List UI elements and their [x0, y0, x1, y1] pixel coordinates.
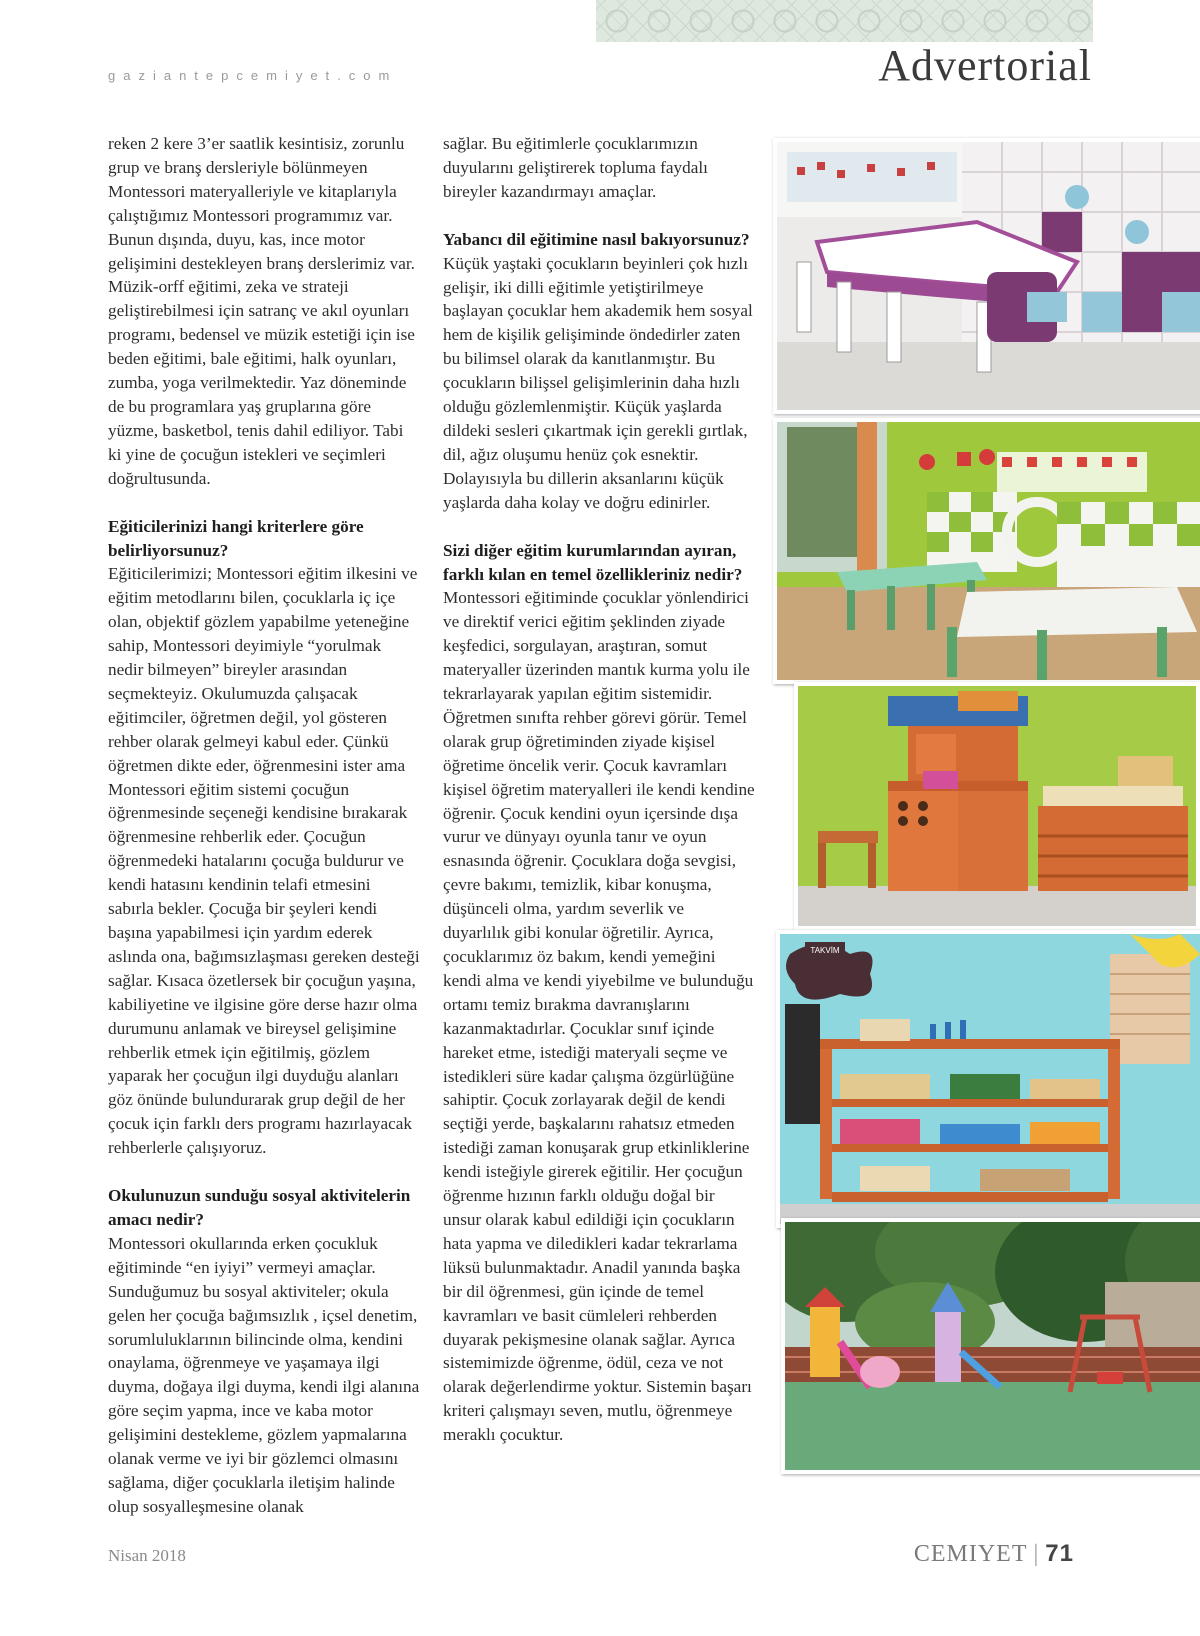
paragraph: Küçük yaştaki çocukların beyinleri çok hızlı gelişir, iki dilli eğitimle yetiştirilmeye başlayan çocuklar hem akademik hem sosyal hem de kişilik gelişiminde öndedirler zaten bu bilimsel olarak da kanıtlanmıştır. Bu çocukların bilişsel gelişimlerinin daha hızlı olduğu gözlemlenmiştir. Küçük yaşlarda dildeki sesleri çıkartmak için gerekli gırtlak, dil, ağız oluşumu henüz çok esnektir. Dolayısıyla bu dillerin aksanlarını küçük yaşlarda daha kolay ve doğru edinirler. [443, 253, 753, 512]
page-footer [914, 1540, 1074, 1568]
photo-montessori-shelf [776, 930, 1200, 1228]
photo-illustration [777, 142, 1200, 410]
footer-separator: | [1033, 1541, 1040, 1567]
paragraph: reken 2 kere 3’er saatlik kesintisiz, zorunlu grup ve branş dersleriyle bölünmeyen Montessori materyalleriyle ve kitaplarıyla çalıştığımız Montessori programımız var. Bunun dışında, duyu, kas, ince motor gelişimini destekleyen branş derslerimiz var. Müzik-orff eğitimi, zeka ve strateji geliştirebilmesi için satranç ve akıl oyunları programı, bedensel ve müzik estetiği için ise beden eğitimi, bale eğitimi, halk oyunları, zumba, yoga verilmektedir. Yaz döneminde de bu programlara yaş gruplarına göre yüzme, basketbol, tenis dahil ediliyor. Tabi ki yine de çocuğun istekleri ve seçimleri doğrultusunda. [108, 134, 415, 488]
paragraph: Montessori okullarında erken çocukluk eğitiminde “en iyiyi” vermeyi amaçlar. Sunduğumuz bu sosyal aktiviteler; okula gelen her çocuğa bağımsızlık , içsel denetim, sorumluluklarının bilincinde olma, kendini onaylama, öğrenmeye ve yaşamaya ilgi duyma, doğaya ilgi duyma, kendi ilgi alanına göre seçim yapma, ince ve kaba motor gelişimini destekleme, gözlem yapmalarına olanak verme ve iyi bir gözlemci olmasını sağlama, diğer çocuklarla iletişim halinde olup sosyalleşmesine olanak [108, 1233, 420, 1516]
photo-illustration [785, 1222, 1200, 1470]
question-heading: Okulunuzun sunduğu sosyal aktivitelerin amacı nedir? [108, 1186, 411, 1229]
photo-classroom-purple-tables [773, 138, 1200, 414]
question-heading: Eğiticilerinizi hangi kriterlere göre belirliyorsunuz? [108, 516, 364, 560]
paragraph: sağlar. Bu eğitimlerle çocuklarımızın duyularını geliştirerek topluma faydalı bireyler kazandırmayı amaçlar. [443, 134, 708, 201]
section-title: Advertorial [878, 41, 1092, 90]
question-heading: Yabancı dil eğitimine nasıl bakıyorsunuz? [443, 229, 750, 249]
photo-illustration [777, 422, 1200, 680]
magazine-name: CEMIYET [913, 1541, 1028, 1567]
photo-playground [781, 1218, 1200, 1474]
text-column-left [108, 132, 420, 1519]
question-heading: Sizi diğer eğitim kurumlarından ayıran, farklı kılan en temel özellikleriniz nedir? [443, 540, 743, 584]
photo-classroom-green-walls [773, 418, 1200, 684]
takvim-sign-label: TAKVİM [810, 946, 840, 955]
photo-illustration [798, 686, 1196, 926]
photo-illustration [780, 934, 1200, 1224]
paragraph: Montessori eğitiminde çocuklar yönlendirici ve direktif verici eğitim şeklinden ziyade keşfedici, sorgulayan, araştıran, somut materyaller üzerinden mantık kurma yolu ile tekrarlayarak yapılan eğitim sistemidir. Öğretmen sınıfta rehber görevi görür. Temel olarak grup öğretiminden ziyade kişisel öğretime öncelik verir. Çocuk kavramları kişisel öğretim materyalleri ile kendi kendine öğrenir. Çocuk kendini oyun içersinde dışa vurur ve dünyayı oyunla tanır ve oyun esnasında öğrenir. Çocuklara doğa sevgisi, çevre bakımı, temizlik, kibar konuşma, düşünceli olma, yardım severlik ve duyarlılık gibi konular öğretilir. Ayrıca, çocuklarımız öz bakım, kendi yemeğini kendi alma ve kendi yiyebilme ve bulunduğu ortamı temiz bırakma davranışlarını kazanmaktadırlar. Çocuklar sınıf içinde hareket etme, istediği materyali seçme ve istedikleri süre kadar çalışma özgürlüğüne sahiptir. Çocuk zorlayarak değil de kendi seçtiği yerde, başkalarını rahatsız etmeden istediği zaman konuşarak grup etkinliklerine kendi isteğiyle girerek eğitilir. Her çocuğun öğrenme hızının farklı olduğu doğal bir unsur olarak kabul edildiği için çocukların hata yapma ve diledikleri kadar tekrarlama lüksü bulunmaktadır. Anadil yanında başka bir dil öğrenmesi, gün içinde de temel kavramları ve basit cümleleri rehberden duyarak pekişmesine olanak sağlar. Ayrıca sistemimizde öğrenme, ödül, ceza ve not olarak değerlendirme yoktur. Sistemin başarı kriteri çalışmayı seven, mutlu, öğrenmeye meraklı çocuktur. [443, 588, 755, 1445]
page-number: 71 [1045, 1540, 1074, 1567]
text-column-middle [443, 132, 755, 1447]
decorative-pattern-band [596, 0, 1093, 42]
paragraph: Eğiticilerimizi; Montessori eğitim ilkesini ve eğitim metodlarını bilen, çocuklarla iç içe olan, objektif gözlem yapabilme yeteneğine sahip, Montessori deyimiyle “yorulmak nedir bilmeyen” bireyler arasından seçmekteyiz. Okulumuzda çalışacak eğitimciler, öğretmen değil, yol gösteren rehber olarak gelmeyi kabul eder. Çünkü öğretmen dikte eder, öğrenmesini ister ama Montessori eğitim sistemi çocuğun öğrenmesinde seçeneği kendisine bırakarak öğrenmesine rehberlik eder. Çocuğun öğrenmedeki hatalarını çocuğa buldurur ve kendi hatasını kendinin telafi etmesini sabırla bekler. Çocuğa bir şeyleri kendi başına yapabilmesi için yardım ederek aslında ona, bağımsızlaşması gereken desteği sağlar. Kısaca özetlersek bir çocuğun yaşına, kabiliyetine ve ilgisine göre derse hazır olma durumunu anlamak ve bireysel gelişimine rehberlik etmek için eğitilmiş, gözlem yaparak her çocuğun ilgi duyduğu alanları göz önünde bulundurarak grup değil de her çocuk için farklı ders programı hazırlayacak rehberlerle çalışıyoruz. [108, 564, 420, 1158]
photo-wooden-kitchen-set [794, 682, 1200, 930]
issue-date: Nisan 2018 [108, 1546, 186, 1565]
site-url: gaziantepcemiyet.com [108, 68, 398, 83]
